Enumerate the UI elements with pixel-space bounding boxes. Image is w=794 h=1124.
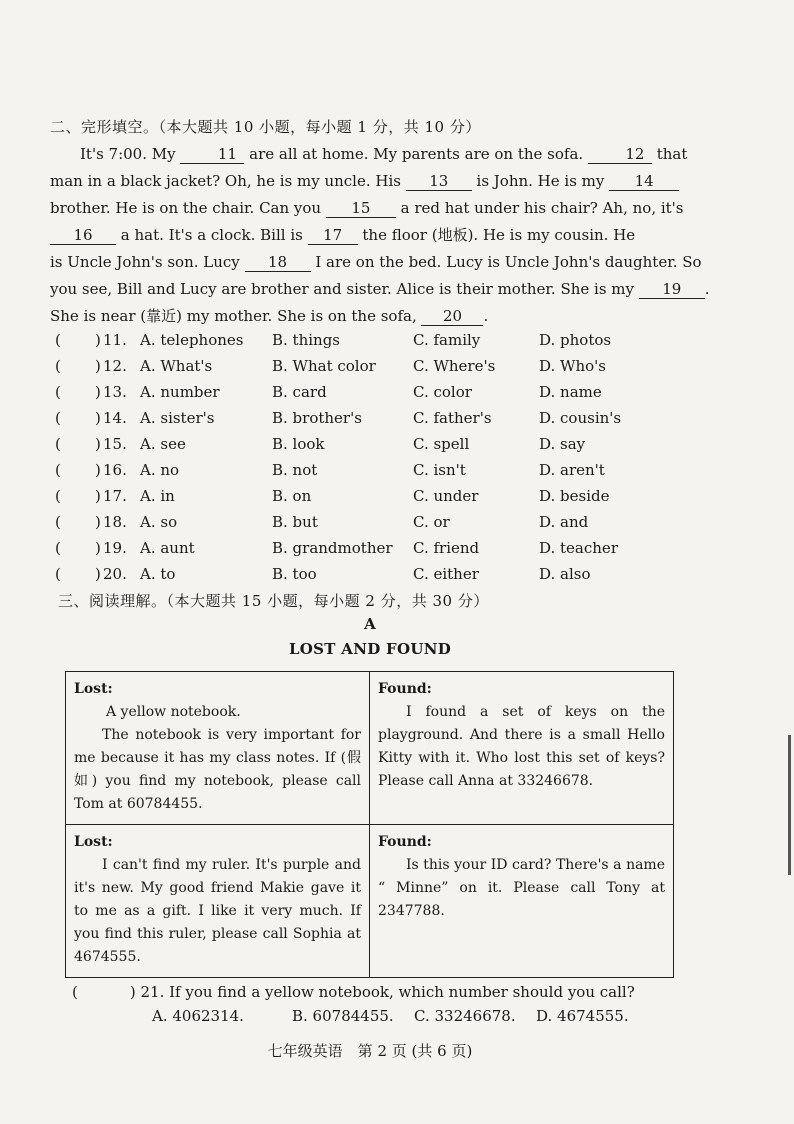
option-d: D. beside xyxy=(539,487,610,505)
question-row: ( ) 13. A. number B. card C. color D. name xyxy=(55,383,602,401)
passage-line-3: brother. He is on the chair. Can you 15 a red hat under his chair? Ah, no, it's xyxy=(50,199,684,217)
option-d: D. also xyxy=(539,565,591,583)
blank-19: 19 xyxy=(639,280,705,299)
option-d: D. photos xyxy=(539,331,612,349)
cell-heading: Found: xyxy=(378,681,432,697)
option-a: A. aunt xyxy=(140,539,195,557)
cell-heading: Lost: xyxy=(74,681,113,697)
question-row: ( ) 18. A. so B. but C. or D. and xyxy=(55,513,589,531)
option-c: C. family xyxy=(413,331,481,349)
option-c: C. spell xyxy=(413,435,470,453)
option-a: A. 4062314. xyxy=(152,1007,244,1025)
option-a: A. no xyxy=(140,461,180,479)
cloze-passage xyxy=(50,141,710,330)
question-row: ( ) 16. A. no B. not C. isn't D. aren't xyxy=(55,461,605,479)
option-b: B. on xyxy=(272,487,312,505)
option-c: C. either xyxy=(413,565,479,583)
passage-line-1: It's 7:00. My 11 are all at home. My parents are on the sofa. 12 that xyxy=(80,145,688,163)
blank-14: 14 xyxy=(609,172,679,191)
option-a: A. number xyxy=(140,383,220,401)
passage-line-2: man in a black jacket? Oh, he is my uncle. His 13 is John. He is my 14 xyxy=(50,168,692,195)
question-row: ( ) 17. A. in B. on C. under D. beside xyxy=(55,487,610,505)
scan-edge-mark xyxy=(788,735,791,875)
found-keys-cell: Found: I found a set of keys on the playground. And there is a small Hello Kitty with it. Who lost this set of keys? Please call Anna at 33246678. xyxy=(370,672,674,825)
option-d: D. cousin's xyxy=(539,409,622,427)
option-b: B. but xyxy=(272,513,318,531)
option-c: C. color xyxy=(413,383,472,401)
part-label: A xyxy=(364,615,376,633)
option-d: D. aren't xyxy=(539,461,605,479)
option-c: C. isn't xyxy=(413,461,466,479)
option-b: B. things xyxy=(272,331,341,349)
blank-16: 16 xyxy=(50,226,116,245)
passage-heading: LOST AND FOUND xyxy=(288,640,452,658)
question-21: ( ) 21. If you find a yellow notebook, which number should you call? xyxy=(72,983,635,1001)
option-d: D. teacher xyxy=(539,539,618,557)
cell-heading: Found: xyxy=(378,834,432,850)
cell-heading: Lost: xyxy=(74,834,113,850)
passage-line-5: is Uncle John's son. Lucy 18 I are on the bed. Lucy is Uncle John's daughter. So xyxy=(50,253,702,271)
question-row: ( ) 19. A. aunt B. grandmother C. friend D. teacher xyxy=(55,539,618,557)
option-c: C. 33246678. xyxy=(414,1007,516,1025)
passage-line-4: 16 a hat. It's a clock. Bill is 17 the floor (地板). He is my cousin. He xyxy=(50,222,692,249)
lost-ruler-cell: Lost: I can't find my ruler. It's purple and it's new. My good friend Makie gave it to me as a gift. I like it very much. If you find this ruler, please call Sophia at 4674555. xyxy=(66,825,370,978)
option-d: D. 4674555. xyxy=(536,1007,629,1025)
option-b: B. look xyxy=(272,435,325,453)
option-b: B. 60784455. xyxy=(292,1007,394,1025)
blank-12: 12 xyxy=(588,145,652,164)
lost-notebook-cell: Lost: A yellow notebook. The notebook is very important for me because it has my class notes. If (假如) you find my notebook, please call Tom at 60784455. xyxy=(66,672,370,825)
option-c: C. father's xyxy=(413,409,492,427)
option-a: A. in xyxy=(140,487,175,505)
question-row: ( ) 14. A. sister's B. brother's C. father's D. cousin's xyxy=(55,409,622,427)
blank-15: 15 xyxy=(326,199,396,218)
option-d: D. name xyxy=(539,383,602,401)
option-b: B. not xyxy=(272,461,318,479)
option-c: C. or xyxy=(413,513,450,531)
passage-line-6: you see, Bill and Lucy are brother and sister. Alice is their mother. She is my 19 . xyxy=(50,280,710,298)
option-a: A. telephones xyxy=(140,331,244,349)
option-c: C. friend xyxy=(413,539,480,557)
option-b: B. brother's xyxy=(272,409,362,427)
blank-11: 11 xyxy=(180,145,244,164)
question-row: ( ) 12. A. What's B. What color C. Where's D. Who's xyxy=(55,357,606,375)
question-row: ( ) 20. A. to B. too C. either D. also xyxy=(55,565,591,583)
option-d: D. and xyxy=(539,513,589,531)
option-a: A. sister's xyxy=(140,409,215,427)
found-id-card-cell: Found: Is this your ID card? There's a name “ Minne” on it. Please call Tony at 2347788. xyxy=(370,825,674,978)
option-a: A. see xyxy=(140,435,186,453)
option-c: C. Where's xyxy=(413,357,496,375)
blank-17: 17 xyxy=(308,226,358,245)
blank-13: 13 xyxy=(406,172,472,191)
option-c: C. under xyxy=(413,487,479,505)
option-b: B. card xyxy=(272,383,327,401)
section-3-title: 三、阅读理解。（本大题共 15 小题，每小题 2 分，共 30 分） xyxy=(58,592,489,610)
question-row: ( ) 11. A. telephones B. things C. family D. photos xyxy=(55,331,612,349)
passage-line-7: She is near (靠近) my mother. She is on the sofa, 20 . xyxy=(50,307,489,325)
section-2-title: 二、完形填空。（本大题共 10 小题，每小题 1 分，共 10 分） xyxy=(50,118,481,136)
lost-and-found-table xyxy=(65,671,674,978)
question-21-text: 21. If you find a yellow notebook, which number should you call? xyxy=(140,983,635,1001)
blank-20: 20 xyxy=(421,307,483,326)
option-d: D. say xyxy=(539,435,586,453)
option-a: A. to xyxy=(140,565,176,583)
option-b: B. grandmother xyxy=(272,539,393,557)
question-row: ( ) 15. A. see B. look C. spell D. say xyxy=(55,435,586,453)
page-footer: 七年级英语 第 2 页 (共 6 页) xyxy=(267,1042,473,1060)
option-b: B. What color xyxy=(272,357,376,375)
option-a: A. so xyxy=(140,513,178,531)
option-d: D. Who's xyxy=(539,357,606,375)
option-a: A. What's xyxy=(140,357,213,375)
option-b: B. too xyxy=(272,565,317,583)
blank-18: 18 xyxy=(245,253,311,272)
